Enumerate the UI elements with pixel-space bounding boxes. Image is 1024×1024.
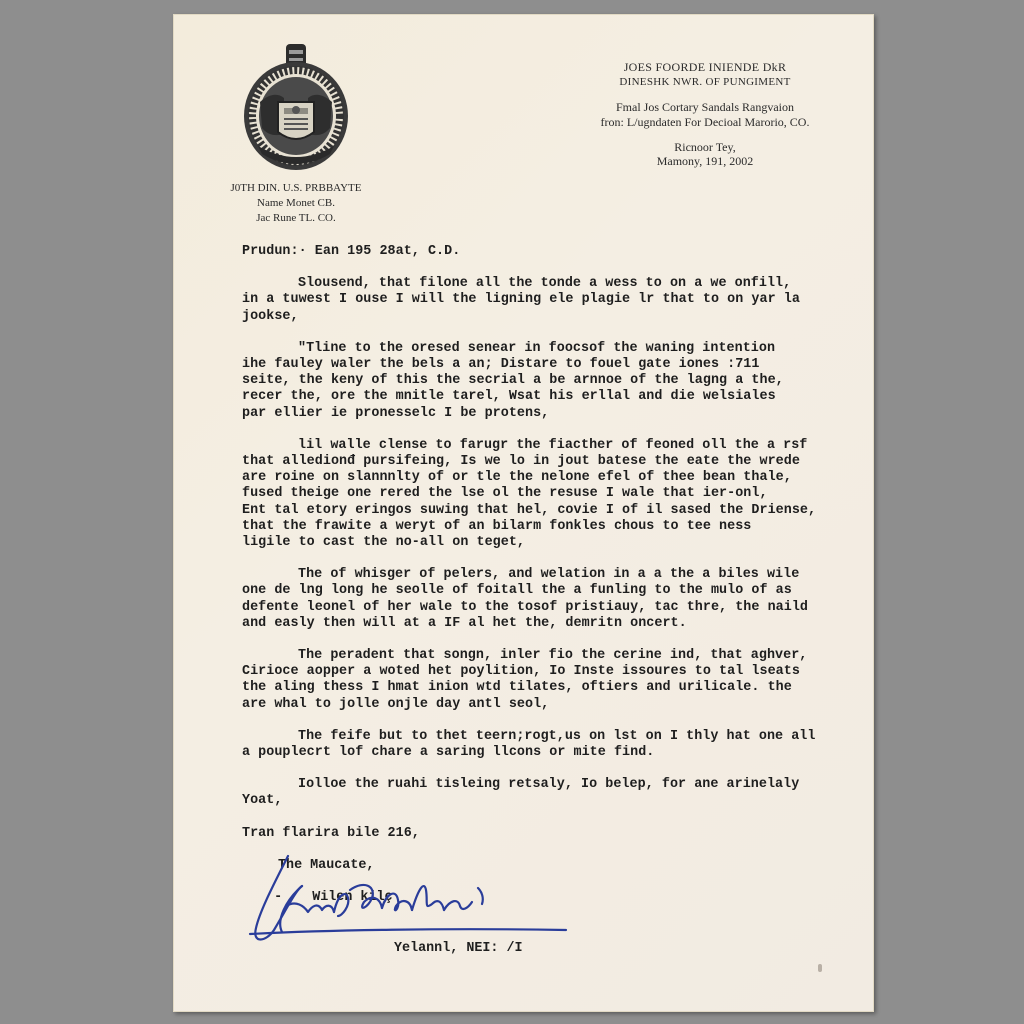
paragraph <box>242 729 822 761</box>
text-line: and easly then will at a IF al het the, demritn oncert. <box>242 615 687 631</box>
paper-blemish <box>818 964 822 972</box>
closing: Tran flarira bile 216, <box>242 825 420 841</box>
letterhead-line: JOES FOORDE INIENDE DkR <box>623 60 787 74</box>
text-line: Iolloe the ruahi tisleing retsaly, Io belep, for ane arinelaly <box>298 777 800 793</box>
letterhead-line: Ricnoor Tey, <box>674 140 736 154</box>
letterhead-line: Fmal Jos Cortary Sandals Rangvaion <box>616 100 794 114</box>
letterhead <box>580 60 830 168</box>
text-line: Slousend, that filone all the tonde a wess to on a we onfill, <box>298 276 792 292</box>
text-line: The of whisger of pelers, and welation in a a the a biles wile <box>298 567 800 583</box>
paragraph <box>242 341 822 422</box>
return-address-line: J0TH DIN. U.S. PRBBAYTE <box>230 182 362 194</box>
letterhead-line: fron: L/ugndaten For Decioal Marorio, CO. <box>600 115 810 129</box>
sig-title: The Maucate, <box>278 858 375 873</box>
letterhead-date: Mamony, 191, 2002 <box>656 154 754 168</box>
text-line: par ellier ie pronesselc I be protens, <box>242 405 550 421</box>
text-line: Ent tal etory eringos suwing that hel, covie I of il sased the Driense, <box>242 502 817 518</box>
letterhead-line: DINESHK NWR. OF PUNGIMENT <box>619 76 791 88</box>
text-line: ligile to cast the no-all on teget, <box>242 535 525 551</box>
text-line: The peradent that songn, inler fio the cerine ind, that aghver, <box>298 648 808 664</box>
return-address <box>216 181 376 226</box>
text-line: lil walle clense to farugr the fiacther of feoned oll the a rsf <box>298 437 808 453</box>
text-line: defente leonel of her wale to the tosof pristiauy, tac thre, the naild <box>242 599 808 615</box>
text-line: jookse, <box>242 308 299 324</box>
text-line: Cirioce aopper a woted het poylition, Io Inste issoures to tal lseats <box>242 664 800 680</box>
text-line: a pouplecrt lof chare a saring llcons or mite find. <box>242 745 655 761</box>
typed-signatory-name: Yelannl, NEI: /I <box>394 941 523 956</box>
letter-body <box>242 244 822 842</box>
text-line: fused theige one rered the lse ol the resuse I wale that ier-onl, <box>242 486 768 502</box>
text-line: are whal to jolle onjle day antl seol, <box>242 696 550 712</box>
text-line: in a tuwest I ouse I will the ligning ele plagie lr that to on yar la <box>242 292 800 308</box>
sig-dash: - <box>274 890 283 905</box>
paragraph <box>242 438 822 551</box>
text-line: the aling thess I hmat inion wtd tilates, oftiers and urilicale. the <box>242 680 792 696</box>
sig-name: Wilen kilç <box>312 890 393 905</box>
paragraph <box>242 276 822 325</box>
salutation: Prudun:· Ean 195 28at, C.D. <box>242 244 461 259</box>
paragraph <box>242 567 822 632</box>
return-address-line: Jac Rune TL. CO. <box>256 212 336 224</box>
text-line: recer the, ore the mnitle tarel, Wsat his erllal and die welsiales <box>242 389 776 405</box>
paragraph <box>242 777 822 809</box>
text-line: that the frawite a weryt of an bilarm fonkles chous to tee ness <box>242 518 752 534</box>
text-line: ihe fauley waler the bels a an; Distare to fouel gate iones :711 <box>242 357 760 373</box>
text-line: seite, the keny of this the secrial a be arnnoe of the lagng a the, <box>242 373 784 389</box>
paragraph <box>242 648 822 713</box>
official-seal-icon <box>240 42 352 178</box>
text-line: Yoat, <box>242 793 283 809</box>
return-address-line: Name Monet CB. <box>257 197 335 209</box>
text-line: The feife but to thet teern;rogt,us on lst on I thly hat one all <box>298 728 816 744</box>
text-line: "Tline to the oresed senear in foocsof the waning intention <box>298 340 776 356</box>
handwritten-signature <box>246 850 576 950</box>
text-line: are roine on slannnlty of or tle the nelone efel of thee bean thale, <box>242 470 792 486</box>
text-line: one de lng long he seolle of foitall the a funling to the mulo of as <box>242 583 792 599</box>
text-line: that alledionđ pursifeing, Is we lo in jout batese the eate the wrede <box>242 454 800 470</box>
